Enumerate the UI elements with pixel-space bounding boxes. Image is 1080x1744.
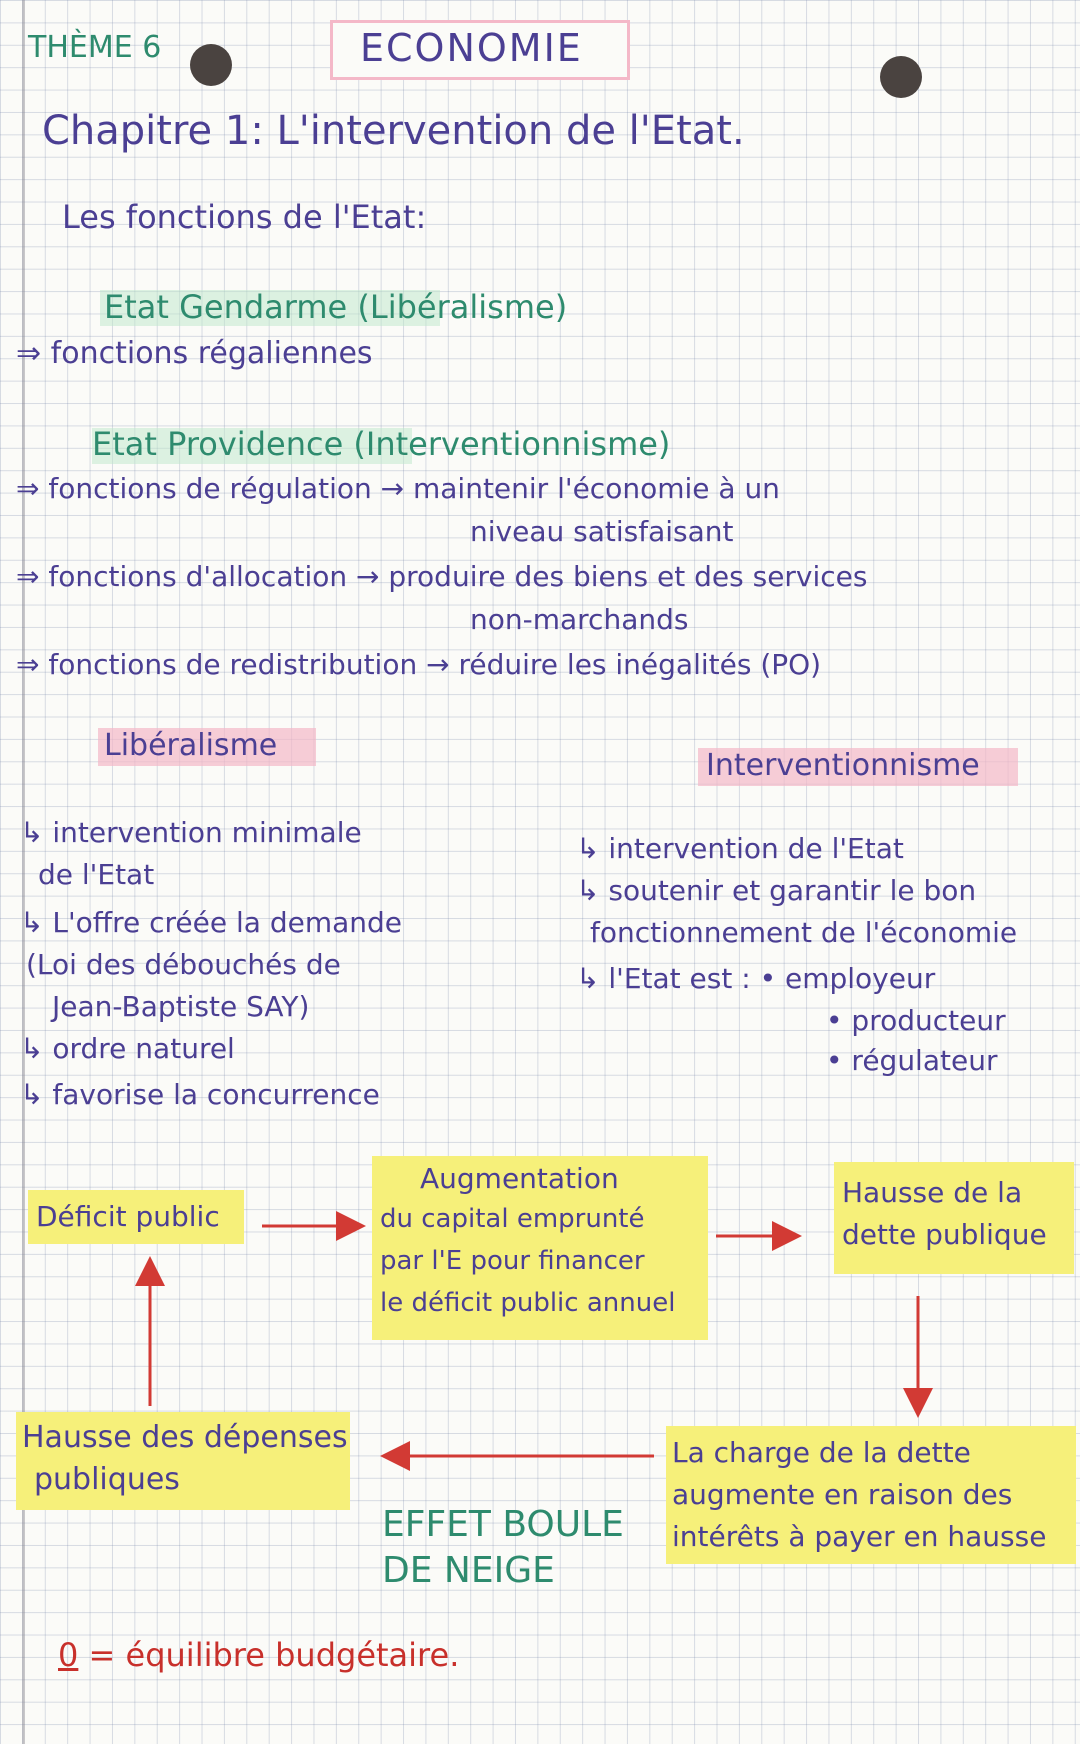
liberalisme-line-2: de l'Etat bbox=[38, 858, 155, 891]
gendarme-title-text: Etat Gendarme (Libéralisme) bbox=[104, 288, 568, 326]
charge-line-3: intérêts à payer en hausse bbox=[672, 1520, 1047, 1553]
depenses-line-2: publiques bbox=[34, 1462, 180, 1497]
interventionnisme-line-5: • producteur bbox=[826, 1004, 1006, 1037]
interventionnisme-line-4: ↳ l'Etat est : • employeur bbox=[576, 962, 936, 995]
interventionnisme-line-6: • régulateur bbox=[826, 1044, 998, 1077]
liberalisme-heading: Libéralisme bbox=[104, 728, 278, 763]
liberalisme-line-6: ↳ ordre naturel bbox=[20, 1032, 235, 1065]
liberalisme-line-3: ↳ L'offre créée la demande bbox=[20, 906, 402, 939]
subject-title: ECONOMIE bbox=[360, 26, 583, 70]
providence-line-1: ⇒ fonctions de régulation → maintenir l'économie à un bbox=[16, 472, 780, 505]
hausse-dette-line-2: dette publique bbox=[842, 1218, 1047, 1251]
interventionnisme-line-1: ↳ intervention de l'Etat bbox=[576, 832, 904, 865]
interventionnisme-line-3: fonctionnement de l'économie bbox=[590, 916, 1018, 949]
effet-line-1: EFFET BOULE bbox=[382, 1504, 624, 1545]
charge-line-1: La charge de la dette bbox=[672, 1436, 971, 1469]
hausse-dette-line-1: Hausse de la bbox=[842, 1176, 1023, 1209]
effet-line-2: DE NEIGE bbox=[382, 1550, 555, 1591]
providence-line-3: ⇒ fonctions d'allocation → produire des biens et des services bbox=[16, 560, 868, 593]
depenses-line-1: Hausse des dépenses bbox=[22, 1420, 348, 1455]
interventionnisme-line-2: ↳ soutenir et garantir le bon bbox=[576, 874, 977, 907]
liberalisme-line-7: ↳ favorise la concurrence bbox=[20, 1078, 380, 1111]
interventionnisme-heading: Interventionnisme bbox=[706, 748, 980, 783]
chapter-title: Chapitre 1: L'intervention de l'Etat. bbox=[42, 108, 745, 154]
providence-line-4: non-marchands bbox=[470, 603, 689, 636]
charge-line-2: augmente en raison des bbox=[672, 1478, 1013, 1511]
binder-hole-left bbox=[190, 44, 232, 86]
providence-line-2: niveau satisfaisant bbox=[470, 515, 734, 548]
footer-zero: 0 bbox=[58, 1636, 79, 1674]
liberalisme-line-1: ↳ intervention minimale bbox=[20, 816, 362, 849]
gendarme-title bbox=[104, 288, 567, 326]
binder-hole-right bbox=[880, 56, 922, 98]
deficit-label: Déficit public bbox=[36, 1200, 220, 1233]
gendarme-line: ⇒ fonctions régaliennes bbox=[16, 336, 373, 371]
liberalisme-line-4: (Loi des débouchés de bbox=[26, 948, 341, 981]
section-title: Les fonctions de l'Etat: bbox=[62, 198, 427, 236]
footer bbox=[58, 1636, 459, 1674]
footer-rest: = équilibre budgétaire. bbox=[88, 1636, 460, 1674]
augmentation-line-2: du capital emprunté bbox=[380, 1204, 645, 1234]
augmentation-line-1: Augmentation bbox=[420, 1162, 619, 1195]
theme-label: THÈME 6 bbox=[28, 30, 162, 65]
liberalisme-line-5: Jean-Baptiste SAY) bbox=[52, 990, 310, 1023]
augmentation-line-3: par l'E pour financer bbox=[380, 1246, 645, 1276]
providence-line-5: ⇒ fonctions de redistribution → réduire les inégalités (PO) bbox=[16, 648, 822, 681]
augmentation-line-4: le déficit public annuel bbox=[380, 1288, 676, 1318]
providence-title: Etat Providence (Interventionnisme) bbox=[92, 425, 671, 463]
